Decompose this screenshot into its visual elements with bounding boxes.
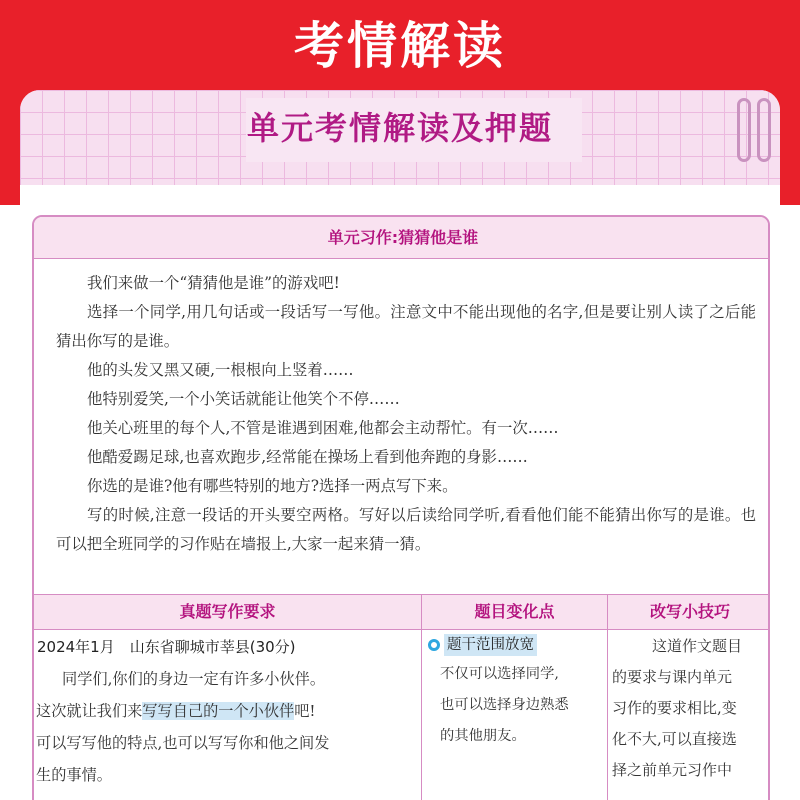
task-paragraph: 选择一个同学,用几句话或一段话写一写他。注意文中不能出现他的名字,但是要让别人读了之后能猜出你写的是谁。	[56, 303, 756, 350]
exam-text: 这次就让我们来	[36, 702, 143, 720]
section-banner-title: 单元考情解读及押题	[246, 109, 553, 147]
exam-source: 2024年1月 山东省聊城市莘县(30分)	[37, 638, 296, 656]
exam-requirements-cell	[34, 631, 421, 791]
task-example: 他特别爱笑,一个小笑话就能让他笑个不停……	[87, 390, 400, 408]
column-header-requirements: 真题写作要求	[179, 602, 276, 621]
change-tag-label: 题干范围放宽	[444, 634, 537, 656]
rewrite-tips-cell	[608, 631, 770, 786]
highlighted-phrase: 写写自己的一个小伙伴	[142, 702, 295, 720]
task-paragraph: 我们来做一个“猜猜他是谁”的游戏吧!	[87, 274, 340, 292]
unit-task-text	[56, 269, 756, 559]
change-points-cell	[422, 631, 607, 752]
column-header-changes: 题目变化点	[474, 602, 555, 621]
task-example: 他的头发又黑又硬,一根根向上竖着……	[87, 361, 354, 379]
column-header-row	[34, 594, 770, 630]
column-header-tips: 改写小技巧	[649, 602, 730, 621]
exam-text: 吧!	[294, 702, 316, 720]
exam-line	[34, 695, 421, 727]
exam-table	[32, 215, 770, 800]
tip-line: 的要求与课内单元	[612, 668, 733, 686]
task-example: 他关心班里的每个人,不管是谁遇到困难,他都会主动帮忙。有一次……	[87, 419, 559, 437]
tip-line: 择之前单元习作中	[612, 761, 733, 779]
task-paragraph: 你选的是谁?他有哪些特别的地方?选择一两点写下来。	[87, 477, 458, 495]
clip-icon	[737, 98, 751, 162]
exam-line: 生的事情。	[36, 766, 112, 784]
unit-section-title: 单元习作:猜猜他是谁	[34, 217, 770, 259]
task-paragraph: 写的时候,注意一段话的开头要空两格。写好以后读给同学听,看看他们能不能猜出你写的是谁。也可以把全班同学的习作贴在墙报上,大家一起来猜一猜。	[56, 506, 756, 553]
tip-line: 这道作文题目	[652, 637, 743, 655]
change-tag	[422, 631, 607, 659]
page-title: 考情解读	[294, 17, 506, 75]
change-line: 的其他朋友。	[440, 728, 526, 744]
circle-bullet-icon	[428, 639, 440, 651]
task-example: 他酷爱踢足球,也喜欢跑步,经常能在操场上看到他奔跑的身影……	[87, 448, 528, 466]
exam-line: 同学们,你们的身边一定有许多小伙伴。	[62, 670, 326, 688]
change-line: 不仅可以选择同学,	[440, 666, 559, 682]
tip-line: 化不大,可以直接选	[612, 730, 737, 748]
tip-line: 习作的要求相比,变	[612, 699, 737, 717]
exam-line: 可以写写他的特点,也可以写写你和他之间发	[36, 734, 330, 752]
change-line: 也可以选择身边熟悉	[440, 697, 569, 713]
clip-icon	[757, 98, 771, 162]
